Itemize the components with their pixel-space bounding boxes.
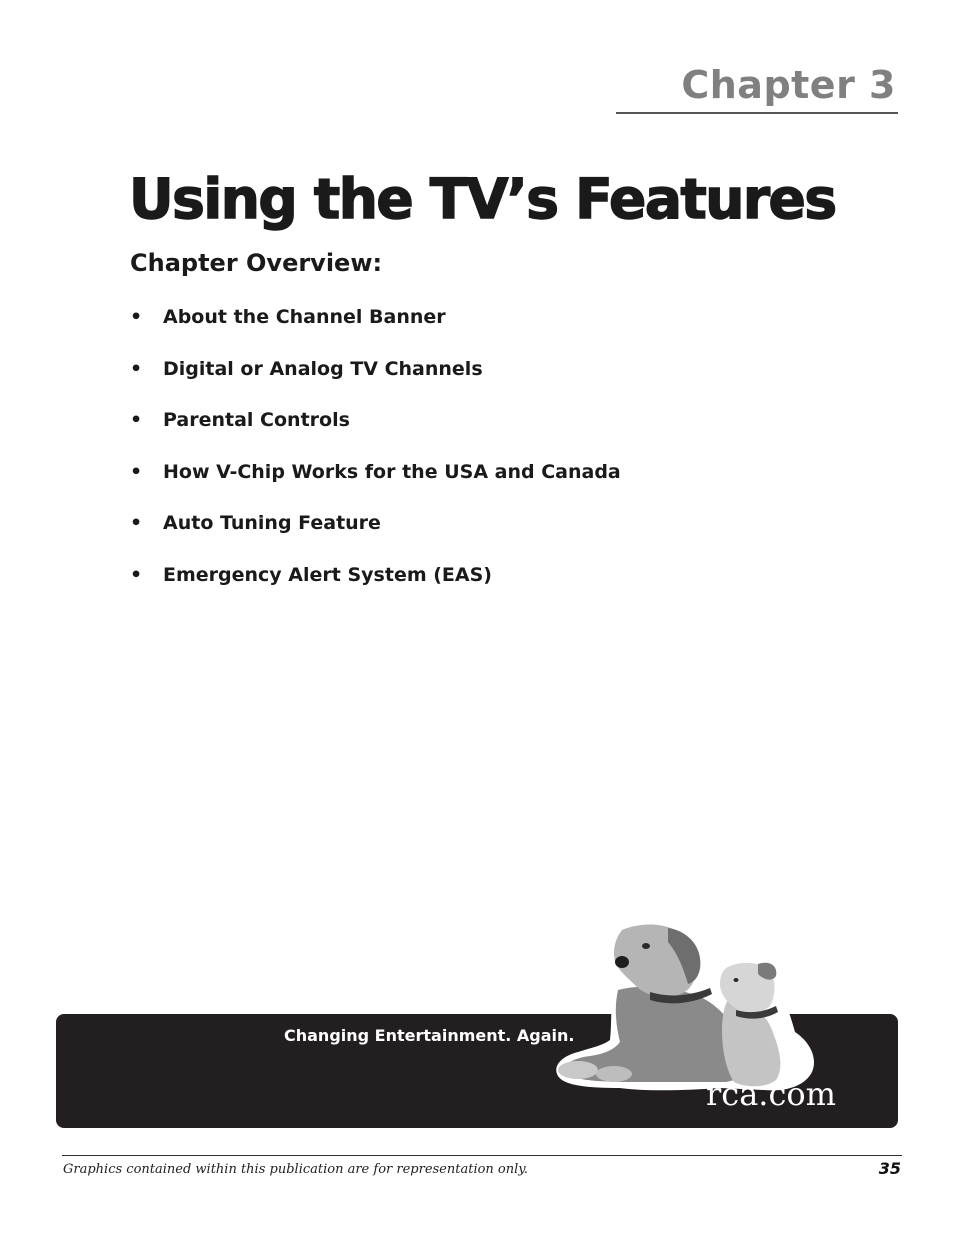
banner-slogan: Changing Entertainment. Again. xyxy=(284,1026,575,1045)
bullet-icon: • xyxy=(130,409,143,431)
list-item xyxy=(130,563,621,615)
footer-note: Graphics contained within this publication are for representation only. xyxy=(63,1162,529,1177)
list-item xyxy=(130,408,621,460)
rca-url: rca.com xyxy=(706,1075,836,1113)
dog-and-puppy-icon xyxy=(550,910,820,1095)
bullet-icon: • xyxy=(130,512,143,534)
list-item xyxy=(130,460,621,512)
bullet-icon: • xyxy=(130,460,143,483)
list-item-label: Parental Controls xyxy=(163,409,350,431)
bullet-icon: • xyxy=(130,563,143,586)
overview-list xyxy=(130,305,621,614)
footer-divider xyxy=(62,1155,902,1156)
list-item-label: Digital or Analog TV Channels xyxy=(163,357,483,380)
list-item-label: Auto Tuning Feature xyxy=(163,512,381,534)
page-title: Using the TV’s Features xyxy=(129,167,836,231)
chapter-divider xyxy=(616,112,898,114)
list-item-label: How V-Chip Works for the USA and Canada xyxy=(163,460,621,483)
list-item xyxy=(130,511,621,563)
chapter-label: Chapter 3 xyxy=(681,63,896,107)
bullet-icon: • xyxy=(130,357,143,380)
list-item xyxy=(130,357,621,409)
bullet-icon: • xyxy=(130,306,143,328)
list-item-label: Emergency Alert System (EAS) xyxy=(163,563,492,586)
list-item-label: About the Channel Banner xyxy=(163,306,446,328)
page-number: 35 xyxy=(878,1159,901,1178)
overview-heading: Chapter Overview: xyxy=(130,249,383,277)
list-item xyxy=(130,305,621,357)
